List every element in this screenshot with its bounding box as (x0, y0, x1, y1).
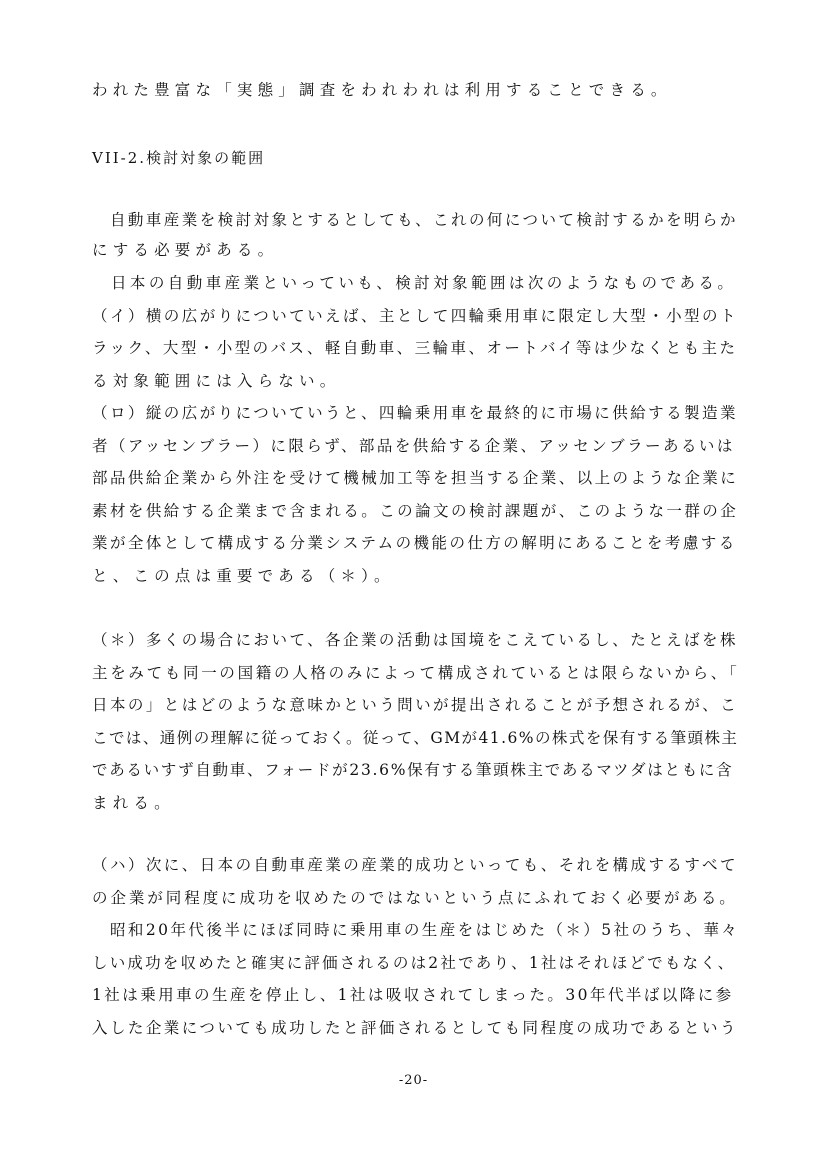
text-line: ラック、大型・小型のバス、軽自動車、三輪車、オートバイ等は少なくとも主た (92, 339, 738, 357)
text-line: しい成功を収めたと確実に評価されるのは2社であり、1社はそれほどでもなく、 (92, 954, 736, 972)
text-line: （ロ）縦の広がりについていうと、四輪乗用車を最終的に市場に供給する製造業 (92, 404, 738, 422)
footnote-line: 主をみても同一の国籍の人格のみによって構成されているとは限らないから、「 (92, 664, 740, 682)
text-line: 自動車産業を検討対象とするとしても、これの何について検討するかを明らか (92, 211, 738, 229)
text-line: と、この点は重要である（＊）。 (92, 567, 395, 585)
page-number: -20- (398, 1073, 429, 1088)
text-line: （ハ）次に、日本の自動車産業の産業的成功といっても、それを構成するすべて (92, 856, 738, 874)
text-line: 者（アッセンブラー）に限らず、部品を供給する企業、アッセンブラーあるいは (92, 437, 735, 455)
footnote-line: （＊）多くの場合において、各企業の活動は国境をこえているし、たとえばを株 (92, 631, 738, 649)
footnote-line: 日本の」とはどのような意味かという問いが提出されることが予想されるが、こ (92, 696, 739, 714)
text-line: の企業が同程度に成功を収めたのではないという点にふれておく必要がある。 (92, 889, 738, 907)
text-line: 日本の自動車産業といっていも、検討対象範囲は次のようなものである。 (92, 274, 737, 292)
text-line: 業が全体として構成する分業システムの機能の仕方の解明にあることを考慮する (92, 534, 737, 552)
text-line: にする必要がある。 (92, 241, 279, 259)
text-line: 1社は乗用車の生産を停止し、1社は吸収されてしまった。30年代半ば以降に参 (92, 986, 734, 1004)
text-line: 部品供給企業から外注を受けて機械加工等を担当する企業、以上のような企業に (92, 469, 739, 487)
text-line: （イ）横の広がりについていえば、主として四輪乗用車に限定し大型・小型のト (92, 307, 738, 325)
text-line: 昭和20年代後半にほぼ同時に乗用車の生産をはじめた（＊）5社のうち、華々 (92, 921, 740, 939)
text-line: る対象範囲には入らない。 (92, 372, 341, 390)
text-line: われた豊富な「実態」調査をわれわれは利用することできる。 (92, 81, 672, 99)
footnote-line: まれる。 (92, 794, 175, 812)
text-line: 素材を供給する企業まで含まれる。この論文の検討課題が、このような一群の企 (92, 502, 739, 520)
text-line: 入した企業についても成功したと評価されるとしても同程度の成功であるという (92, 1019, 738, 1037)
section-heading: VII-2.検討対象の範囲 (92, 149, 266, 167)
footnote-line: こでは、通例の理解に従っておく。従って、GMが41.6%の株式を保有する筆頭株主 (92, 729, 739, 747)
footnote-line: であるいすず自動車、フォードが23.6%保有する筆頭株主であるマツダはともに含 (92, 761, 734, 779)
